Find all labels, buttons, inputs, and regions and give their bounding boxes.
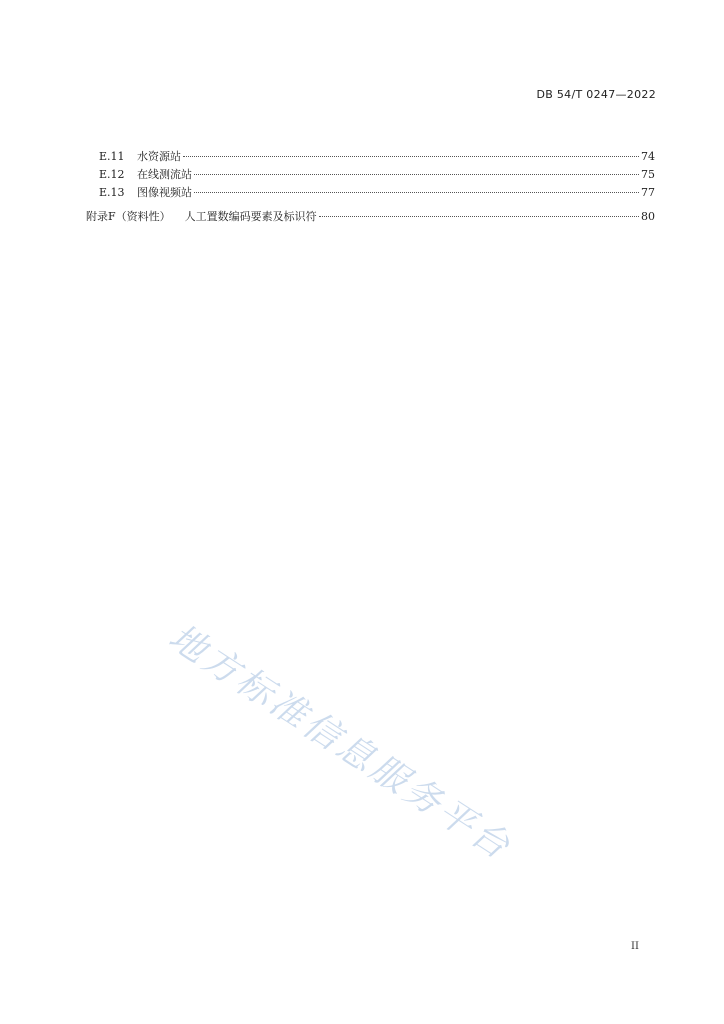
document-code: DB 54/T 0247—2022 — [536, 88, 656, 101]
toc-entry-page: 75 — [641, 168, 655, 181]
toc-entry-number: E.11 — [99, 150, 125, 163]
toc-entry-e13[interactable] — [99, 185, 655, 201]
toc-entry-page: 80 — [641, 210, 655, 223]
toc-dot-leader — [194, 192, 639, 193]
toc-dot-leader — [194, 174, 639, 175]
toc-entry-title: 在线测流站 — [137, 168, 192, 181]
toc-entry-title: 水资源站 — [137, 150, 181, 163]
toc-entry-number: E.12 — [99, 168, 125, 181]
toc-entry-appendix-f[interactable] — [86, 209, 655, 225]
toc-entry-e12[interactable] — [99, 167, 655, 183]
watermark: 地方标准信息服务平台 — [161, 616, 520, 869]
toc-entry-title: 人工置数编码要素及标识符 — [184, 210, 317, 223]
toc-entry-number: E.13 — [99, 186, 125, 199]
toc-dot-leader — [183, 156, 639, 157]
page-number: II — [631, 941, 639, 952]
toc-dot-leader — [319, 216, 639, 217]
toc-entry-title: 图像视频站 — [137, 186, 192, 199]
toc-entry-page: 74 — [641, 150, 655, 163]
toc-entry-page: 77 — [641, 186, 655, 199]
toc-entry-e11[interactable] — [99, 149, 655, 165]
toc-entry-number: 附录F（资料性） — [86, 210, 171, 223]
